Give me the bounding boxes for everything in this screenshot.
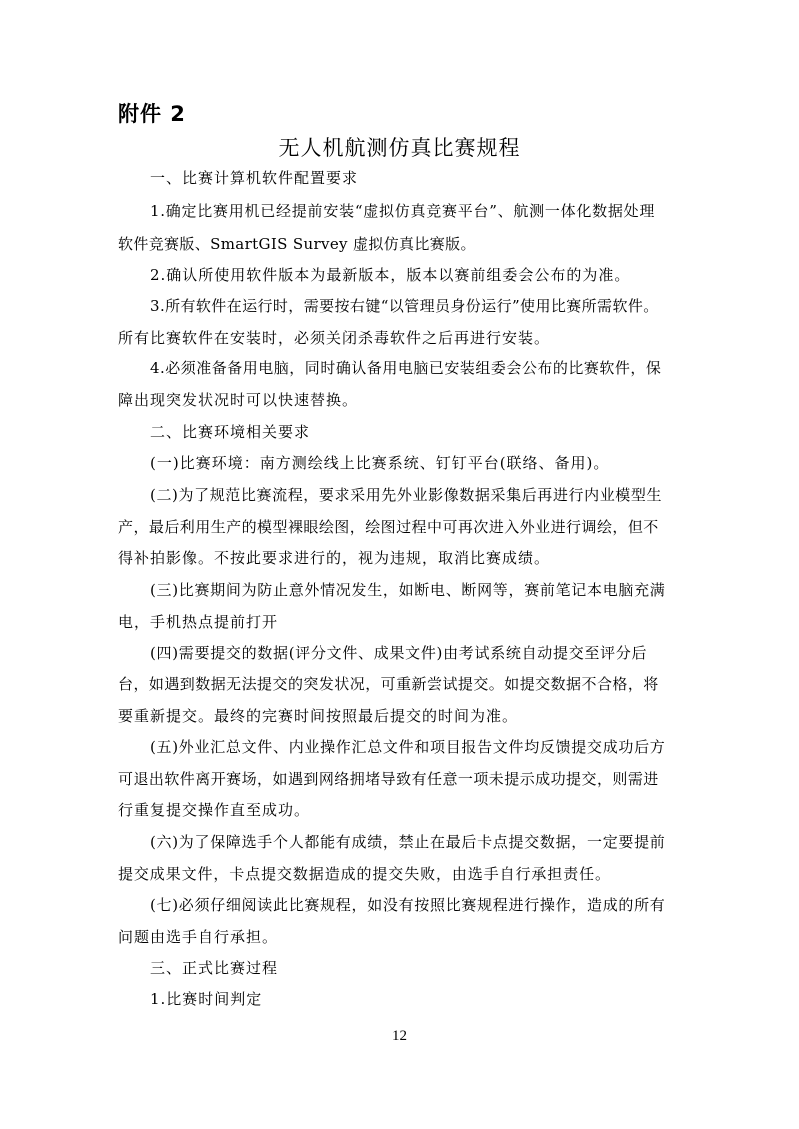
paragraph-line: 台，如遇到数据无法提交的突发状况，可重新尝试提交。如提交数据不合格，将 [118,675,659,693]
paragraph-line: 软件竞赛版、SmartGIS Survey 虚拟仿真比赛版。 [118,235,476,253]
document-title: 无人机航测仿真比赛规程 [278,136,521,160]
attachment-label: 附件 2 [118,102,186,126]
paragraph-line: 1.确定比赛用机已经提前安装“虚拟仿真竞赛平台”、航测一体化数据处理 [150,202,656,220]
paragraph-line: 电，手机热点提前打开 [118,613,279,631]
paragraph-line: 障出现突发状况时可以快速替换。 [118,391,359,409]
paragraph-line: 所有比赛软件在安装时，必须关闭杀毒软件之后再进行安装。 [118,329,551,347]
paragraph-line: 产，最后利用生产的模型裸眼绘图，绘图过程中可再次进入外业进行调绘，但不 [118,518,659,536]
paragraph-line: (四)需要提交的数据(评分文件、成果文件)由考试系统自动提交至评分后 [150,644,648,662]
paragraph-line: (六)为了保障选手个人都能有成绩，禁止在最后卡点提交数据，一定要提前 [150,833,666,851]
section-heading-1: 一、比赛计算机软件配置要求 [150,169,359,187]
section-heading-3: 三、正式比赛过程 [150,959,279,977]
paragraph-line: 提交成果文件，卡点提交数据造成的提交失败，由选手自行承担责任。 [118,865,611,883]
paragraph-line: (一)比赛环境：南方测绘线上比赛系统、钉钉平台(联络、备用)。 [150,454,610,472]
paragraph-line: 要重新提交。最终的完赛时间按照最后提交的时间为准。 [118,707,519,725]
paragraph-line: (三)比赛期间为防止意外情况发生，如断电、断网等，赛前笔记本电脑充满 [150,581,666,599]
paragraph-line: 行重复提交操作直至成功。 [118,801,311,819]
paragraph-line: 问题由选手自行承担。 [118,928,279,946]
paragraph-line: 4.必须准备备用电脑，同时确认备用电脑已安装组委会公布的比赛软件，保 [150,359,662,377]
section-heading-2: 二、比赛环境相关要求 [150,423,311,441]
page-number: 12 [392,1028,407,1044]
paragraph-line: 3.所有软件在运行时，需要按右键“以管理员身份运行”使用比赛所需软件。 [150,297,659,315]
paragraph-line: (二)为了规范比赛流程，要求采用先外业影像数据采集后再进行内业模型生 [150,486,663,504]
paragraph-line: 得补拍影像。不按此要求进行的，视为违规，取消比赛成绩。 [118,549,551,567]
paragraph-line: 2.确认所使用软件版本为最新版本，版本以赛前组委会公布的为准。 [150,266,631,284]
paragraph-line: 1.比赛时间判定 [150,990,263,1008]
paragraph-line: 可退出软件离开赛场，如遇到网络拥堵导致有任意一项未提示成功提交，则需进 [118,770,659,788]
paragraph-line: (五)外业汇总文件、内业操作汇总文件和项目报告文件均反馈提交成功后方 [150,738,666,756]
paragraph-line: (七)必须仔细阅读此比赛规程，如没有按照比赛规程进行操作，造成的所有 [150,896,666,914]
